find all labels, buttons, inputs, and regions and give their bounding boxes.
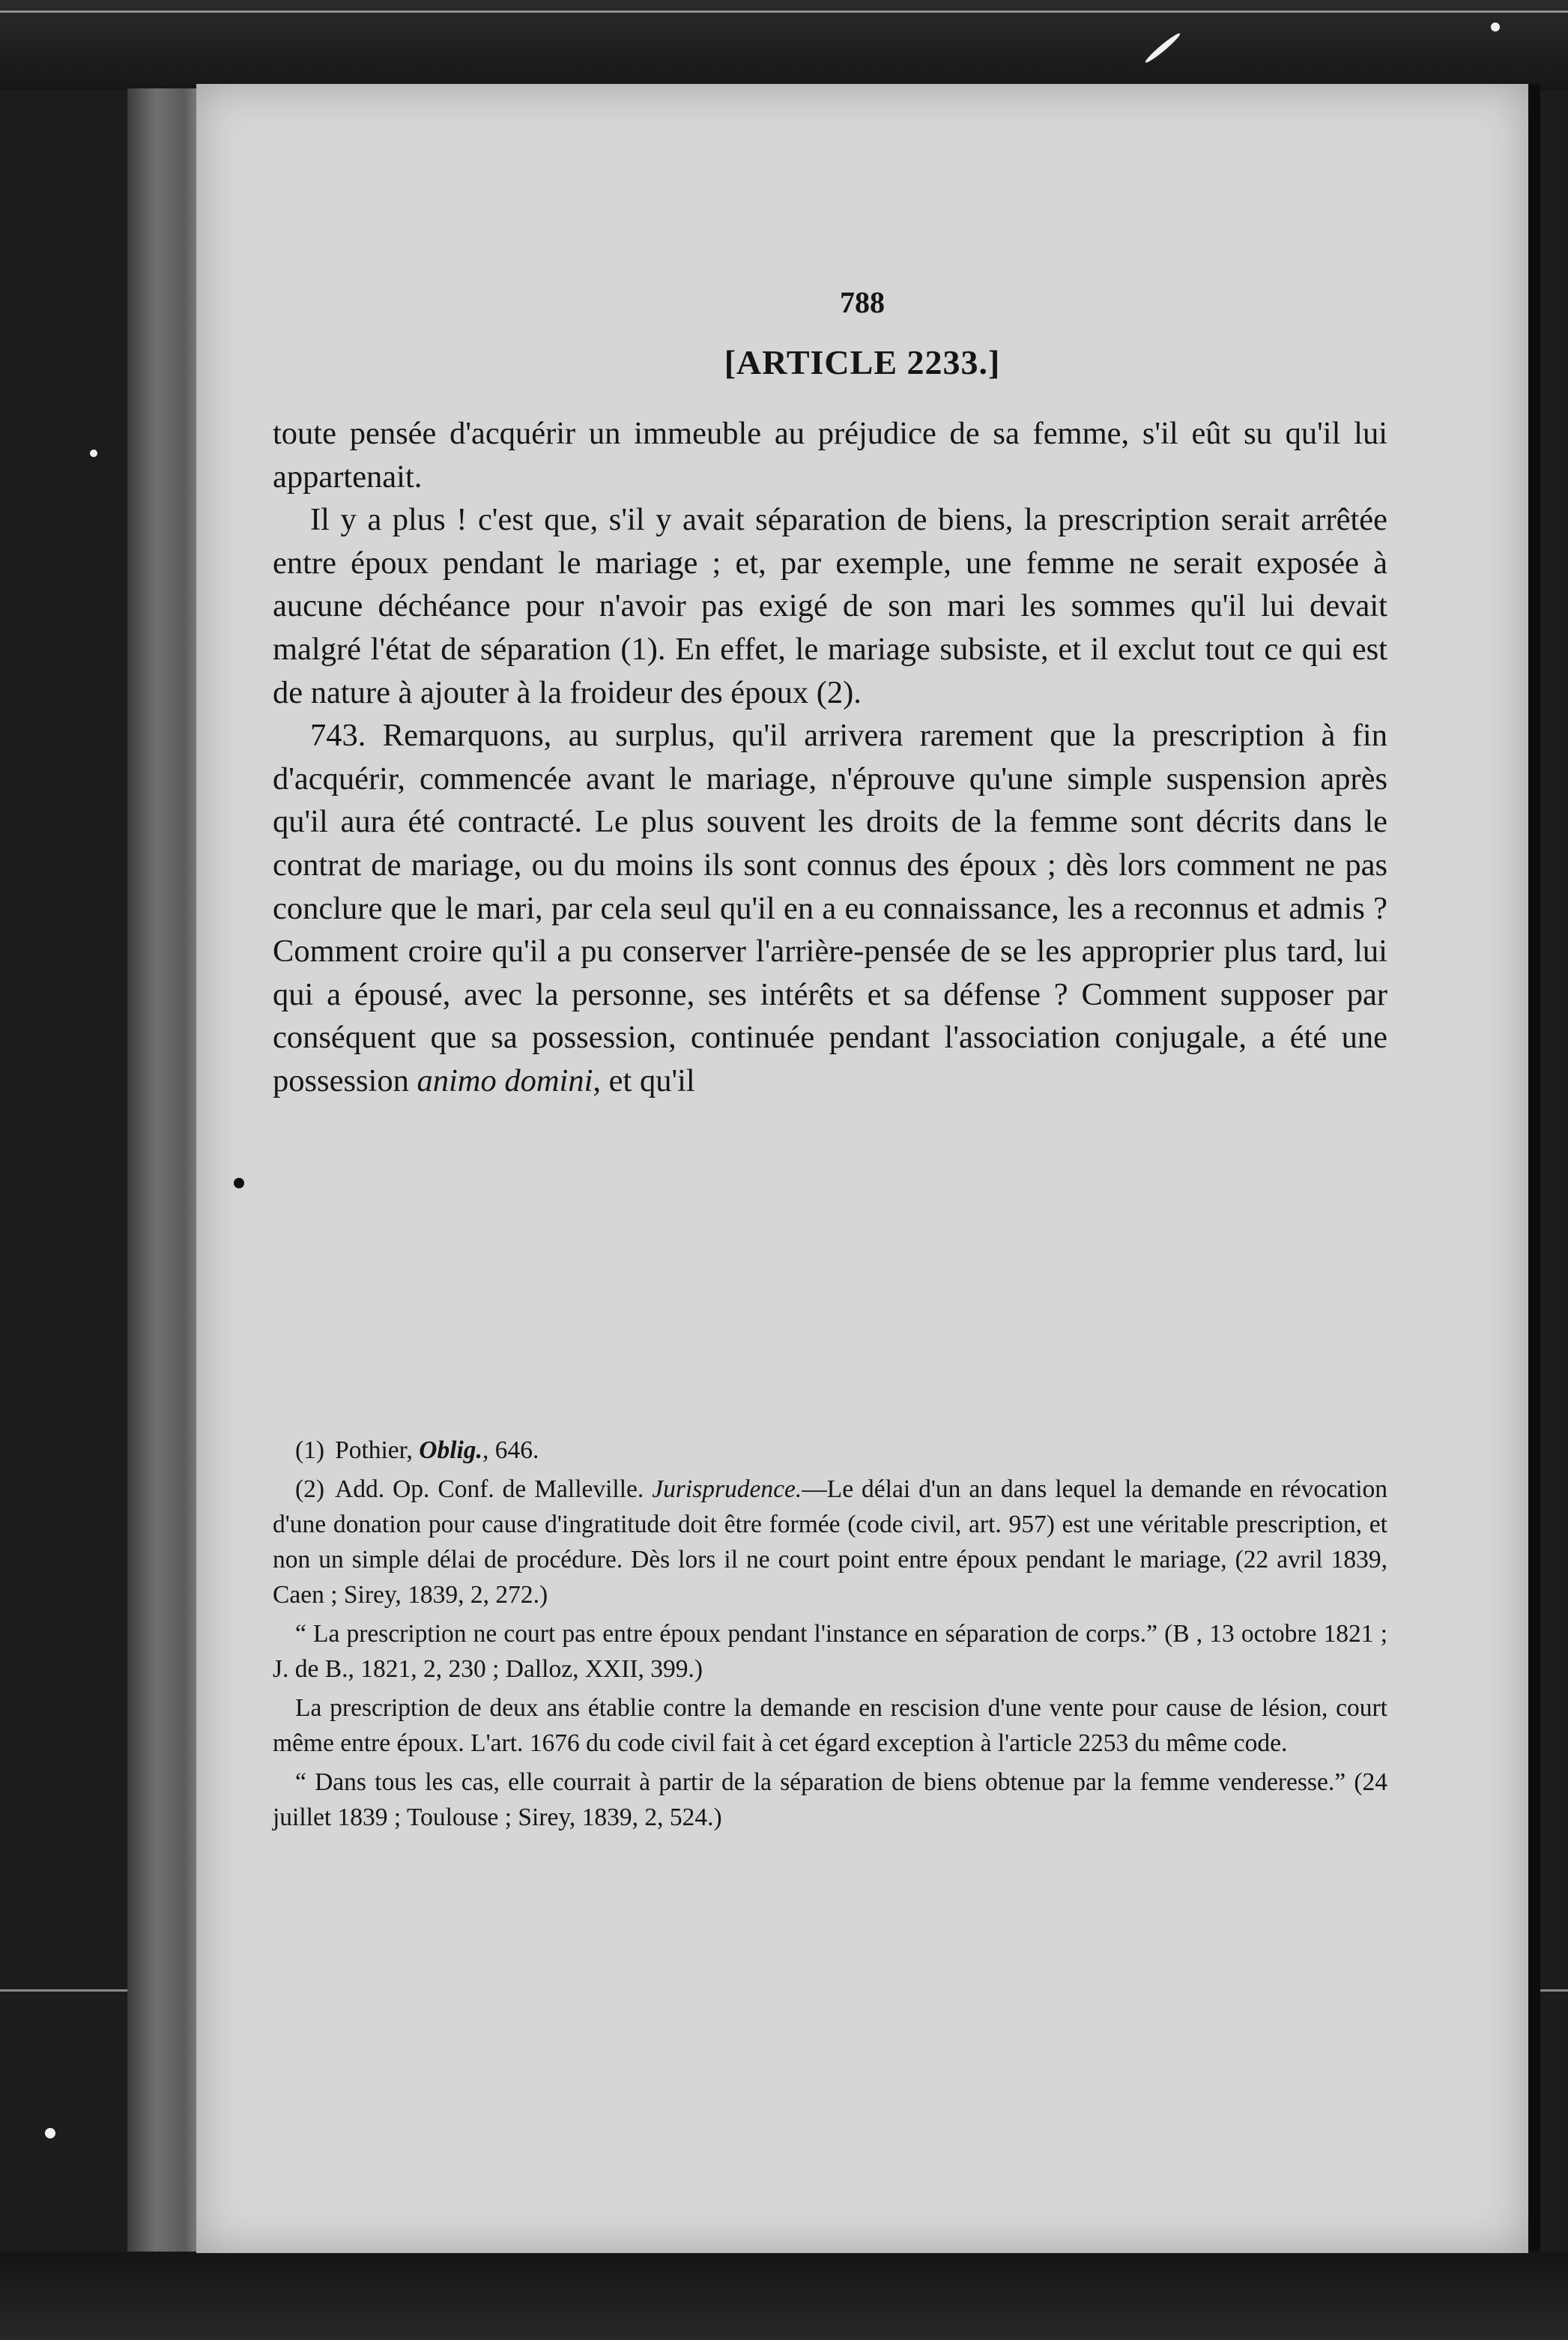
- film-scratch-line: [0, 10, 1568, 13]
- film-border-bottom: [0, 2252, 1568, 2340]
- body-text: [273, 412, 1387, 1103]
- dust-speck: [90, 450, 97, 457]
- paragraph: Il y a plus ! c'est que, s'il y avait séparation de biens, la prescription serait arrêtée entre époux pendant le mariage ; et, par exemple, une femme ne serait exposée à aucune déchéance pour n'avoir pas exigé de son mari les sommes qu'il lui devait malgré l'état de séparation (1). En effet, le mariage subsiste, et il exclut tout ce qui est de nature à ajouter à la froideur des époux (2).: [273, 502, 1387, 710]
- dust-speck: [45, 2128, 55, 2138]
- footnote-text: —Le délai d'un an dans lequel la demande en révocation d'une donation pour cause d'ingratitude doit être formée (code civil, art. 957) est une véritable prescription, et non un simple délai de procédure. Dès lors il ne court point entre époux pendant le mariage, (22 avril 1839, Caen ; Sirey, 1839, 2, 272.): [273, 1475, 1388, 1609]
- footnote-text: Add. Op. Conf. de Malleville.: [335, 1475, 644, 1503]
- document-page: [196, 84, 1528, 2253]
- footnote-marker: (2): [295, 1475, 325, 1503]
- footnote-ref: , 646.: [482, 1436, 539, 1464]
- paragraph-text: , et qu'il: [593, 1062, 695, 1098]
- dust-speck: [1491, 22, 1500, 31]
- footnote-quote: “ Dans tous les cas, elle courrait à partir de la séparation de biens obtenue par la femme venderesse.” (24 juillet 1839 ; Toulouse ; Sirey, 1839, 2, 524.): [273, 1768, 1387, 1831]
- footnote-1: [273, 1433, 1387, 1468]
- page-content: [196, 84, 1528, 2253]
- paragraph-text: Remarquons, au surplus, qu'il arrivera rarement que la prescription à fin d'acquérir, commencée avant le mariage, n'éprouve qu'une simple suspension après qu'il aura été contracté. Le plus souvent les droits de la femme sont décrits dans le contrat de mariage, ou du moins ils sont connus des époux ; dès lors comment ne pas conclure que le mari, par cela seul qu'il en a eu connaissance, les a reconnus et admis ? Comment croire qu'il a pu conserver l'arrière-pensée de se les approprier plus tard, lui qui a épousé, avec la personne, ses intérêts et sa défense ? Comment supposer par conséquent que sa possession, continuée pendant l'association conjugale, a été une possession: [273, 718, 1387, 1098]
- footnote-work: Oblig.: [419, 1436, 482, 1464]
- paragraph-743: [273, 714, 1387, 1102]
- page-gutter-shadow: [127, 88, 199, 2254]
- paragraph: toute pensée d'acquérir un immeuble au préjudice de sa femme, s'il eût su qu'il lui appartenait.: [273, 416, 1387, 495]
- page-number: 788: [840, 285, 885, 319]
- section-number: 743.: [310, 718, 366, 754]
- film-border-top: [0, 0, 1568, 90]
- latin-phrase: animo domini: [417, 1062, 593, 1098]
- footnote-author: Pothier,: [335, 1436, 413, 1464]
- footnote-paragraph: La prescription de deux ans établie contre la demande en rescision d'une vente pour cause de lésion, court même entre époux. L'art. 1676 du code civil fait à cet égard exception à l'article 2253 du même code.: [273, 1694, 1387, 1757]
- article-heading: [ARTICLE 2233.]: [724, 343, 1001, 381]
- footnote-2: [273, 1472, 1387, 1612]
- footnotes: [273, 1433, 1387, 1839]
- footnote-marker: (1): [295, 1436, 325, 1464]
- footnote-italic: Jurisprudence.: [652, 1475, 802, 1503]
- footnote-quote: “ La prescription ne court pas entre époux pendant l'instance en séparation de corps.” (B , 13 octobre 1821 ; J. de B., 1821, 2, 230 ; Dalloz, XXII, 399.): [273, 1620, 1387, 1683]
